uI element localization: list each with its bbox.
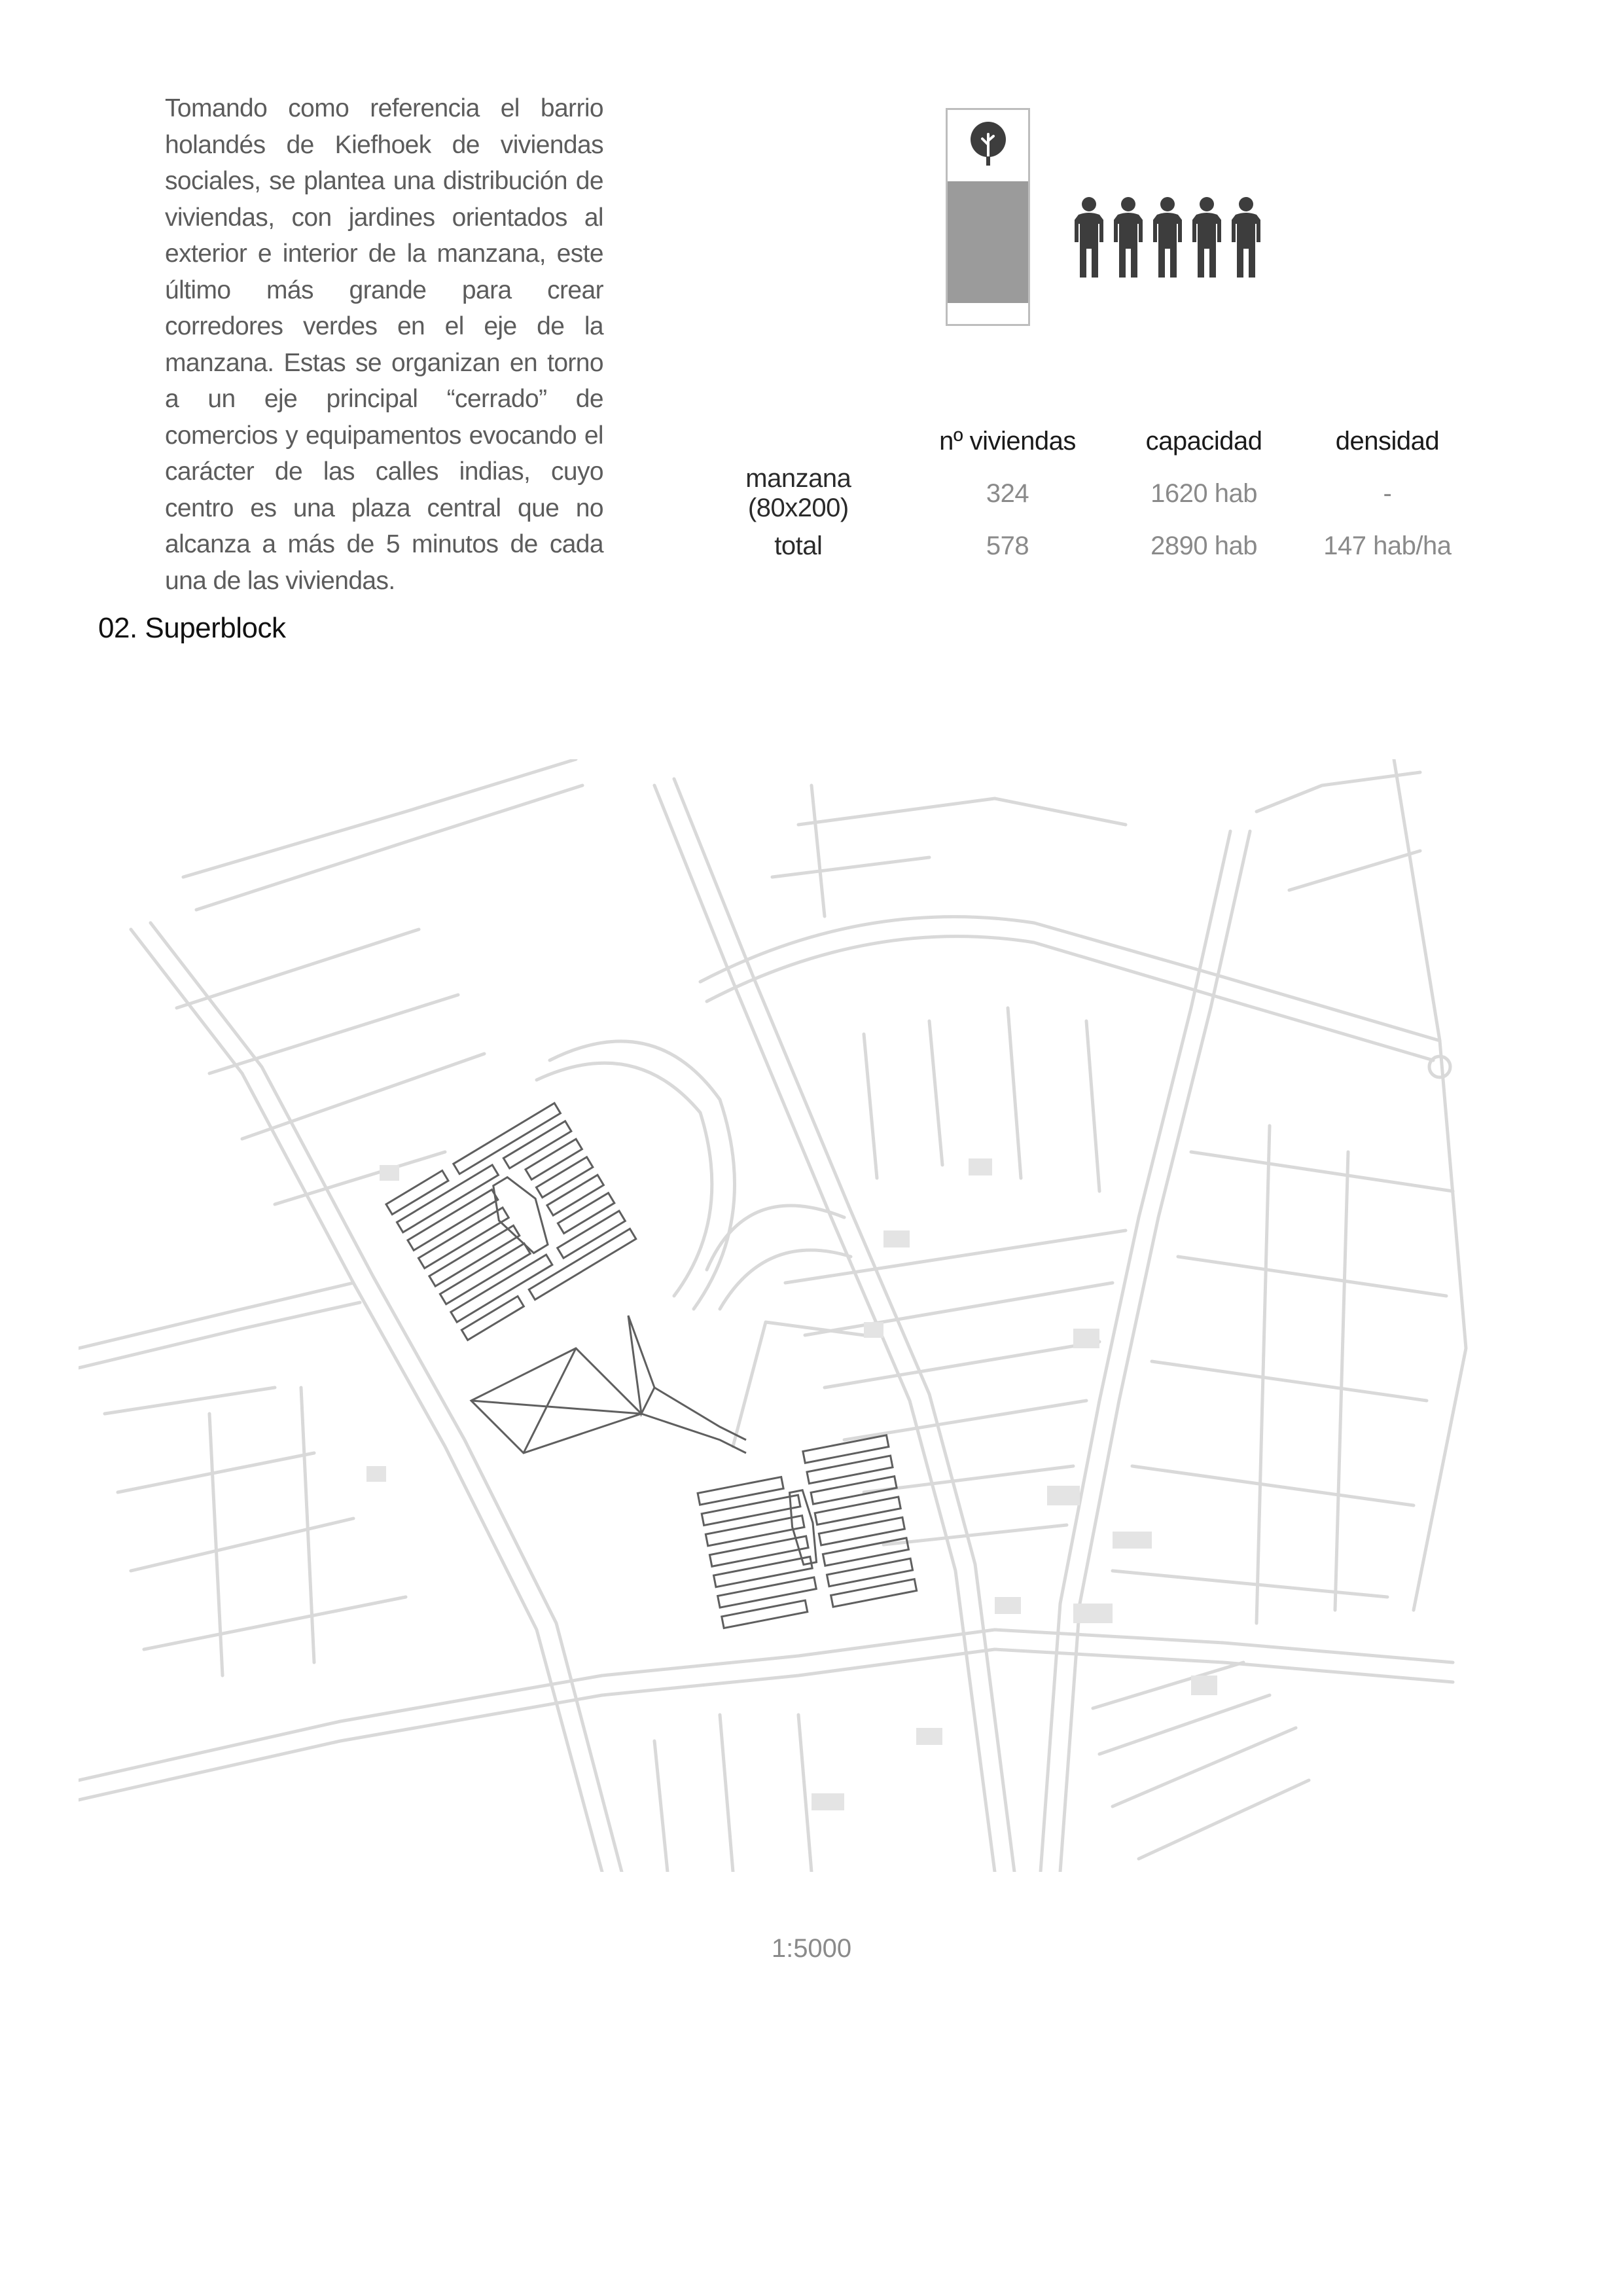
row-label: total	[774, 531, 823, 560]
table-corner	[694, 419, 903, 463]
cell-capacidad: 1620 hab	[1150, 478, 1257, 508]
people-icons	[1073, 196, 1276, 281]
map-scale: 1:5000	[771, 1934, 852, 1963]
intro-paragraph: Tomando como referencia el barrio holandés de Kiefhoek de viviendas sociales, se plantea una distribución de viviendas, con jardines orientados al exterior e interior de la manzana, este último más grande para crear corredores verdes en el eje de la manzana. Estas se organizan en torno a un eje principal “cerrado” de comercios y equipamentos evocando el carácter de las calles indias, cuyo centro es una plaza central que no alcanza a más de 5 minutos de cada una de las viviendas.	[165, 94, 603, 595]
cell-densidad: -	[1383, 478, 1392, 508]
person-icon	[1153, 197, 1182, 278]
person-icon	[1075, 197, 1103, 278]
section-title: 02. Superblock	[98, 612, 286, 644]
table-row	[694, 524, 1479, 568]
cell-viviendas: 324	[986, 478, 1029, 508]
person-icon	[1232, 197, 1260, 278]
superblock-site-plan	[79, 759, 1551, 1872]
table-row	[694, 463, 1479, 524]
header-viviendas: nº viviendas	[939, 426, 1076, 456]
cell-viviendas: 578	[986, 531, 1029, 560]
cell-densidad: 147 hab/ha	[1323, 531, 1452, 560]
row-label: manzana (80x200)	[745, 464, 851, 522]
header-capacidad: capacidad	[1145, 426, 1262, 456]
header-densidad: densidad	[1335, 426, 1440, 456]
person-icon	[1192, 197, 1221, 278]
person-icon	[1114, 197, 1143, 278]
housing-data-table	[694, 419, 1479, 568]
cell-capacidad: 2890 hab	[1150, 531, 1257, 560]
green-ratio-bar	[946, 108, 1034, 331]
